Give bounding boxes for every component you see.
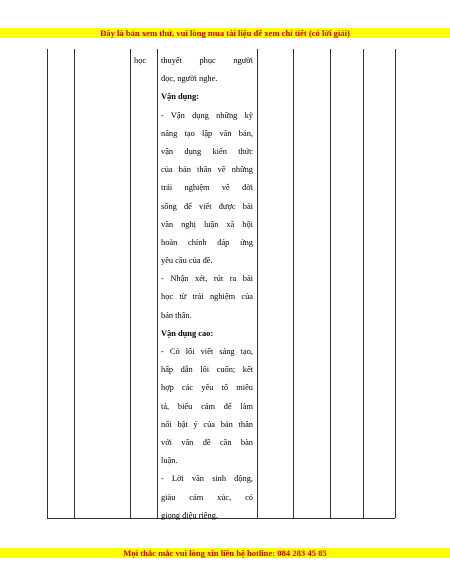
text-line: - Nhận xét, rút ra bài (161, 274, 253, 284)
text-line: đọc, người nghe. (161, 74, 218, 84)
text-line: giàu cảm xúc, có (161, 492, 253, 502)
text-line: của bản thân về những (161, 165, 253, 175)
text-line: - Vận dụng những kỹ (161, 110, 253, 120)
text-line: văn nghị luận xã hội (161, 219, 253, 229)
table-border-left (47, 49, 48, 518)
text-line: hợp các yếu tố miêu (161, 383, 253, 393)
text-line: bản thân. (161, 310, 192, 320)
requirements-cell (161, 52, 253, 525)
text-line: hấp dẫn lôi cuốn; kết (161, 365, 253, 375)
text-line: sống để viết được bài (161, 201, 253, 211)
lesson-cell: học (134, 56, 147, 65)
text-line: vận dụng kiến thức (161, 146, 253, 156)
column-divider (330, 49, 331, 518)
hotline-banner (0, 548, 450, 558)
column-divider (363, 49, 364, 518)
section-heading: Vận dụng cao: (161, 328, 214, 338)
text-line: trải nghiệm về đời (161, 183, 253, 193)
text-line: giọng điệu riêng. (161, 510, 218, 520)
text-line: yêu cầu của đề. (161, 256, 213, 266)
text-line: luận. (161, 456, 178, 466)
preview-banner (0, 28, 450, 38)
column-divider (157, 49, 158, 518)
column-divider (257, 49, 258, 518)
text-line: học từ trải nghiệm của (161, 292, 253, 302)
column-divider (293, 49, 294, 518)
content-table (47, 49, 395, 518)
text-line: nổi bật ý của bản thân (161, 419, 253, 429)
column-divider (130, 49, 131, 518)
text-line: hoàn chỉnh đáp ứng (161, 237, 253, 247)
preview-banner-text: Đây là bản xem thử, vui lòng mua tài liệu để xem chi tiết (có lời giải) (100, 28, 350, 38)
hotline-banner-text: Mọi thắc mắc vui lòng xin liên hệ hotline: 084 283 45 85 (123, 548, 327, 558)
text-line: thuyết phục người (161, 56, 253, 65)
table-border-right (395, 49, 396, 518)
text-line: với vấn đề cần bàn (161, 437, 253, 447)
text-line: năng tạo lập văn bản, (161, 128, 253, 138)
section-heading: Vận dụng: (161, 92, 199, 102)
text-line: - Lời văn sinh động, (161, 474, 253, 484)
text-line: - Có lối viết sáng tạo, (161, 347, 253, 356)
text-line: tả, biểu cảm để làm (161, 401, 253, 411)
column-divider (74, 49, 75, 518)
